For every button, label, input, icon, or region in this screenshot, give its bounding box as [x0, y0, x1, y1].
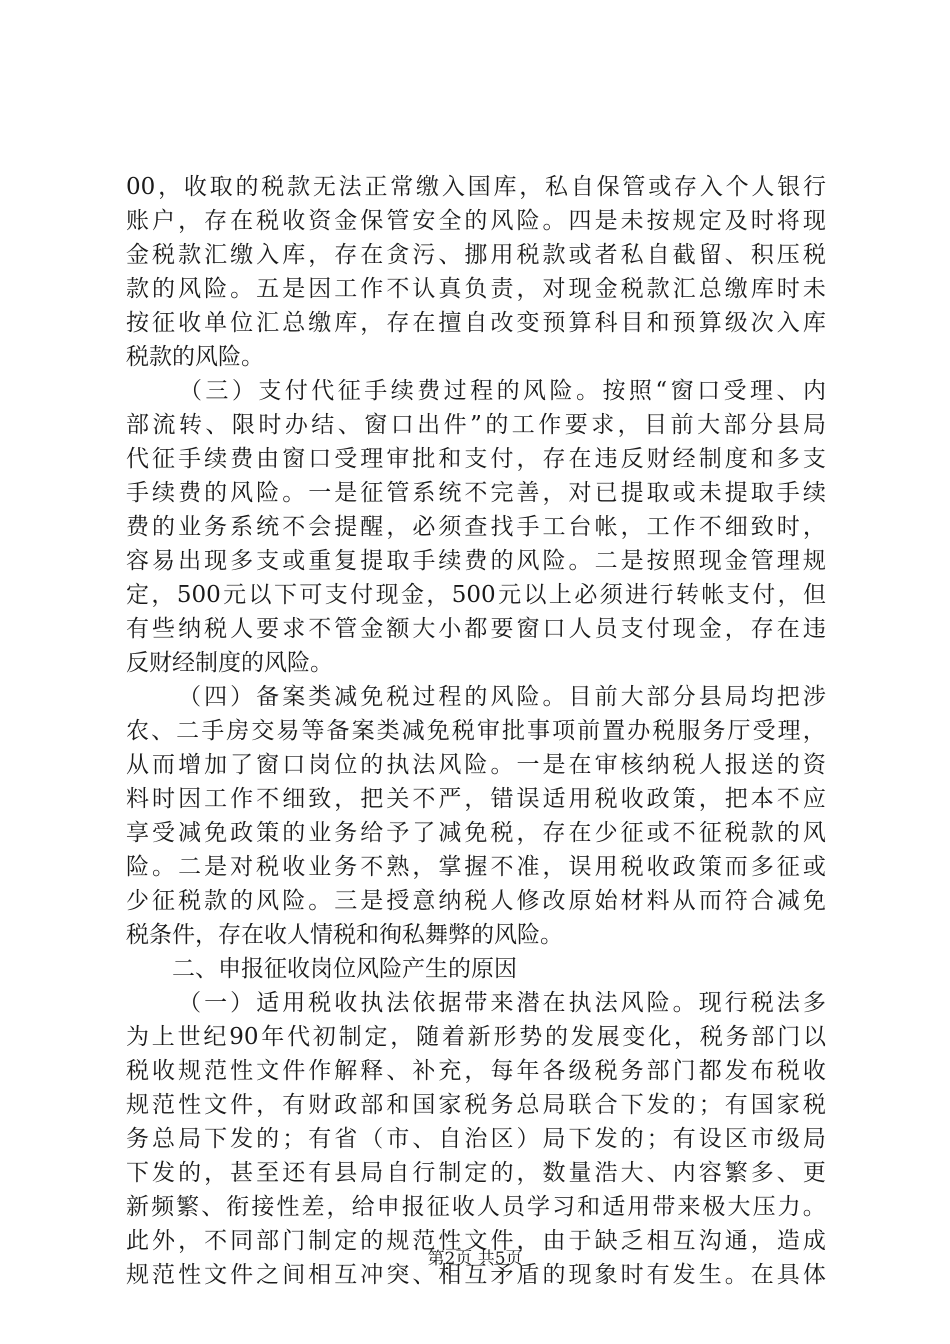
text-line: 代 征 手 续 费 由 窗 口 受 理 审 批 和 支 付 ， 存 在 违 反 财 经 制 度 和 多 支	[126, 446, 826, 472]
text-line: （ 四 ） 备 案 类 减 免 税 过 程 的 风 险 。 目 前 大 部 分 县 局 均 把 涉	[178, 684, 826, 710]
text-line: 按 征 收 单 位 汇 总 缴 库 ， 存 在 擅 自 改 变 预 算 科 目 和 预 算 级 次 入 库	[126, 310, 826, 336]
text-line: 部 流 转 、 限 时 办 结 、 窗 口 出 件 ” 的 工 作 要 求 ， 目 前 大 部 分 县 局	[126, 412, 826, 438]
text-line: 农 、 二 手 房 交 易 等 备 案 类 减 免 税 审 批 事 项 前 置 办 税 服 务 厅 受 理 ，	[126, 718, 826, 744]
text-line: 账 户 ， 存 在 税 收 资 金 保 管 安 全 的 风 险 。 四 是 未 按 规 定 及 时 将 现	[126, 208, 826, 234]
text-line: 反财经制度的风险。	[126, 650, 333, 676]
text-line: 费 的 业 务 系 统 不 会 提 醒 ， 必 须 查 找 手 工 台 帐 ， 工 作 不 细 致 时 ，	[126, 514, 826, 540]
body-text	[126, 170, 826, 1292]
text-line: 手 续 费 的 风 险 。 一 是 征 管 系 统 不 完 善 ， 对 已 提 取 或 未 提 取 手 续	[126, 480, 826, 506]
text-line: 料 时 因 工 作 不 细 致 ， 把 关 不 严 ， 错 误 适 用 税 收 政 策 ， 把 本 不 应	[126, 786, 826, 812]
text-line: 规 范 性 文 件 之 间 相 互 冲 突 、 相 互 矛 盾 的 现 象 时 有 发 生 。 在 具 体	[126, 1262, 826, 1288]
text-line: 新 频 繁 、 衔 接 性 差 ， 给 申 报 征 收 人 员 学 习 和 适 用 带 来 极 大 压 力 。	[126, 1194, 826, 1220]
text-line: 定 ， 500 元 以 下 可 支 付 现 金 ， 500 元 以 上 必 须 进 行 转 帐 支 付 ， 但	[126, 582, 826, 608]
text-line: （ 三 ） 支 付 代 征 手 续 费 过 程 的 风 险 。 按 照 “ 窗 口 受 理 、 内	[178, 378, 826, 404]
text-line: 少 征 税 款 的 风 险 。 三 是 授 意 纳 税 人 修 改 原 始 材 料 从 而 符 合 减 免	[126, 888, 826, 914]
text-line: 务 总 局 下 发 的 ； 有 省 （ 市 、 自 治 区 ） 局 下 发 的 ； 有 设 区 市 级 局	[126, 1126, 826, 1152]
text-line: 税款的风险。	[126, 344, 264, 370]
text-line: 有 些 纳 税 人 要 求 不 管 金 额 大 小 都 要 窗 口 人 员 支 付 现 金 ， 存 在 违	[126, 616, 826, 642]
text-line: 享 受 减 免 政 策 的 业 务 给 予 了 减 免 税 ， 存 在 少 征 或 不 征 税 款 的 风	[126, 820, 826, 846]
text-line: 为 上 世 纪 90 年 代 初 制 定 ， 随 着 新 形 势 的 发 展 变 化 ， 税 务 部 门 以	[126, 1024, 826, 1050]
text-line: 容 易 出 现 多 支 或 重 复 提 取 手 续 费 的 风 险 。 二 是 按 照 现 金 管 理 规	[126, 548, 826, 574]
text-line: （ 一 ） 适 用 税 收 执 法 依 据 带 来 潜 在 执 法 风 险 。 现 行 税 法 多	[178, 990, 826, 1016]
text-line: 从 而 增 加 了 窗 口 岗 位 的 执 法 风 险 。 一 是 在 审 核 纳 税 人 报 送 的 资	[126, 752, 826, 778]
text-line: 此 外 ， 不 同 部 门 制 定 的 规 范 性 文 件 ， 由 于 缺 乏 相 互 沟 通 ， 造 成	[126, 1228, 826, 1254]
text-line: 险 。 二 是 对 税 收 业 务 不 熟 ， 掌 握 不 准 ， 误 用 税 收 政 策 而 多 征 或	[126, 854, 826, 880]
text-line: 款 的 风 险 。 五 是 因 工 作 不 认 真 负 责 ， 对 现 金 税 款 汇 总 缴 库 时 未	[126, 276, 826, 302]
text-line: 下 发 的 ， 甚 至 还 有 县 局 自 行 制 定 的 ， 数 量 浩 大 、 内 容 繁 多 、 更	[126, 1160, 826, 1186]
text-line: 规 范 性 文 件 ， 有 财 政 部 和 国 家 税 务 总 局 联 合 下 发 的 ； 有 国 家 税	[126, 1092, 826, 1118]
page-footer: 第2页 共5页	[427, 1249, 523, 1269]
text-line: 金 税 款 汇 缴 入 库 ， 存 在 贪 污 、 挪 用 税 款 或 者 私 自 截 留 、 积 压 税	[126, 242, 826, 268]
text-line: 二、申报征收岗位风险产生的原因	[126, 956, 517, 982]
text-line: 税 收 规 范 性 文 件 作 解 释 、 补 充 ， 每 年 各 级 税 务 部 门 都 发 布 税 收	[126, 1058, 826, 1084]
text-line: 00 ， 收 取 的 税 款 无 法 正 常 缴 入 国 库 ， 私 自 保 管 或 存 入 个 人 银 行	[126, 174, 826, 200]
text-line: 税条件，存在收人情税和徇私舞弊的风险。	[126, 922, 563, 948]
